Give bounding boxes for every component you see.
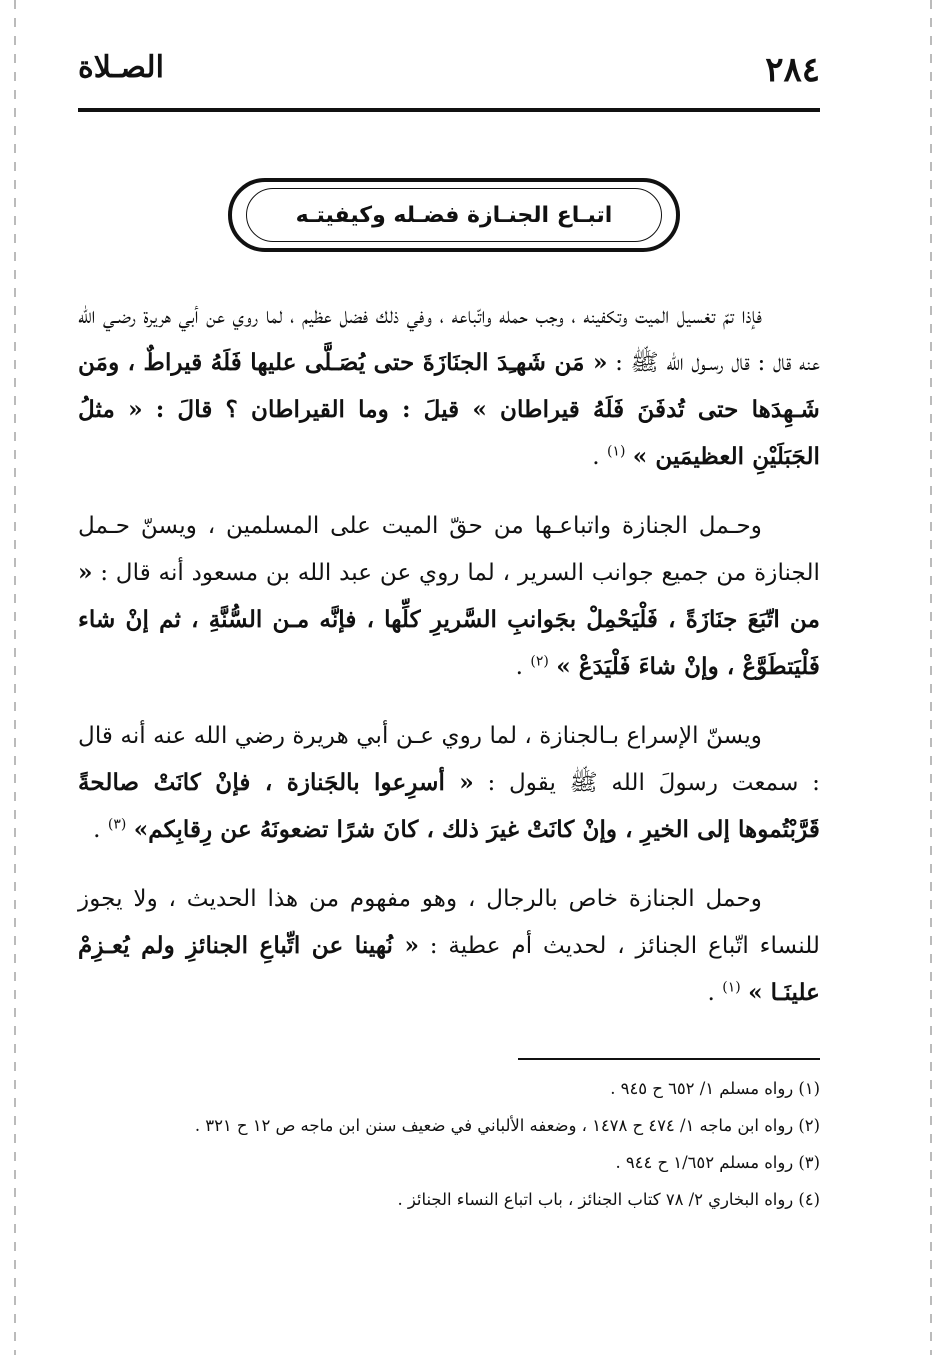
paragraph-text: وحـمل الجنازة واتباعـها من حقّ الميت على المسلمين ، ويسنّ حـمل الجنازة من جميع جوانب السرير ، لما روي عن عبد الله بن مسعود أنه قال : [78, 512, 820, 586]
footnote: (٢) رواه ابن ماجه ١/ ٤٧٤ ح ١٤٧٨ ، وضعفه الألباني في ضعيف سنن ابن ماجه ص ١٢ ح ٣٢١ . [194, 1116, 820, 1135]
section-title-inner-frame [246, 188, 662, 242]
paragraph-end: . [93, 816, 101, 843]
footnote: (٣) رواه مسلم ١/٦٥٢ ح ٩٤٤ . [615, 1153, 820, 1172]
paragraph [78, 712, 820, 853]
hadith-quote: « مَن شَهـِدَ الجنَازَةَ حتى يُصَـلَّى عليها فَلَهُ قيراطٌ ، ومَن شَـهِدَها حتى تُدفَنَ فَلَهُ قيراطان » قيلَ : وما القيراطان ؟ قالَ : « مثلُ الجَبَلَيْنِ العظيمَين » [78, 349, 820, 470]
paragraph-text: فإذا تمّ تغسيل الميت وتكفينه ، وجب حمله واتّباعه ، وفي ذلك فضل عظيم ، لما روي عن أبي هريرة رضـي الله عنه قال : قال رسـول الله ﷺ : [78, 302, 821, 376]
body-text [78, 292, 820, 1038]
paragraph [78, 875, 820, 1016]
footnotes [78, 1070, 820, 1218]
scan-margin-right [930, 0, 932, 1355]
paragraph [78, 502, 820, 690]
footnote: (١) رواه مسلم ١/ ٦٥٢ ح ٩٤٥ . [610, 1079, 820, 1098]
section-title-frame [228, 178, 680, 252]
footnote-ref: (٣) [107, 816, 127, 833]
footnote-ref: (٢) [530, 653, 549, 670]
paragraph-end: . [515, 653, 524, 680]
footnote-ref: (١) [606, 443, 626, 460]
running-title: الصـلاة [78, 50, 164, 85]
page-number: ٢٨٤ [765, 50, 820, 90]
paragraph-text: وحمل الجنازة خاص بالرجال ، وهو مفهوم من هذا الحديث ، ولا يجوز للنساء اتّباع الجنائز ، لحديث أم عطية : [78, 885, 821, 959]
paragraph-end: . [592, 443, 600, 470]
footnote-ref: (١) [722, 979, 741, 996]
page-header [78, 40, 820, 112]
scan-margin-left [14, 0, 16, 1355]
footnote-divider [518, 1058, 820, 1060]
hadith-quote: « أسرِعوا بالجَنازة ، فإنْ كانَتْ صالحةً قَرَّبْتُموها إلى الخيرِ ، وإنْ كانَتْ غيرَ ذلك ، كانَ شرًا تضعونَهُ عن رِقابِكم» [78, 769, 820, 843]
paragraph-end: . [707, 979, 715, 1006]
hadith-quote: « نُهينا عن اتِّباعِ الجنائزِ ولم يُعـزِمْ علينَـا » [78, 932, 820, 1006]
section-title: اتبـاع الجنـازة فضـله وكيفيتـه [295, 202, 613, 228]
paragraph-text: ويسنّ الإسراع بـالجنازة ، لما روي عـن أبي هريرة رضي الله عنه أنه قال : سمعت رسولَ الله ﷺ يقول : [78, 722, 820, 796]
footnote: (٤) رواه البخاري ٢/ ٧٨ كتاب الجنائز ، باب اتباع النساء الجنائز . [397, 1190, 820, 1209]
hadith-quote: « من اتّبَعَ جنَازَةً ، فَلْيَحْمِلْ بجَوانبِ السَّريرِ كلِّها ، فإنَّه مـن السُّنَّةِ ، ثم إنْ شاء فَلْيَتطَوَّعْ ، وإنْ شاءَ فَلْيَدَعْ » [78, 559, 820, 680]
paragraph [78, 292, 820, 480]
